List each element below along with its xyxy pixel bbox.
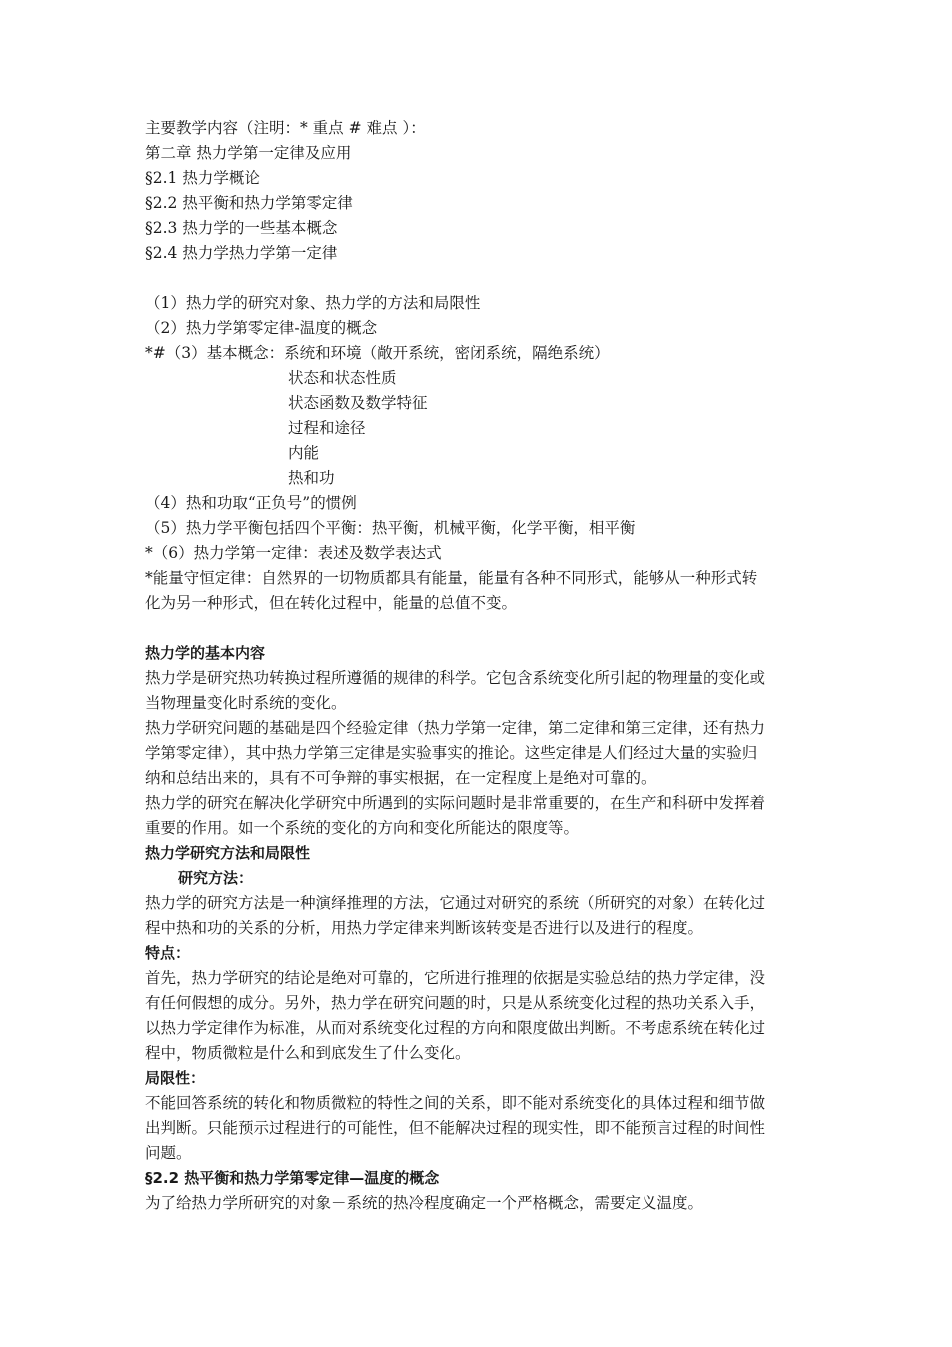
main-content-heading: 主要教学内容（注明：* 重点 # 难点 ）： [145,119,426,137]
section-2-2-heading: §2.2 热平衡和热力学第零定律—温度的概念 [145,1169,440,1187]
outline-item-3: *#（3）基本概念：系统和环境（敞开系统，密闭系统，隔绝系统） [145,344,610,362]
section-2-4: §2.4 热力学热力学第一定律 [145,244,338,262]
paragraph-line: 问题。 [145,1144,192,1162]
chapter-title: 第二章 热力学第一定律及应用 [145,144,352,162]
section-2-3: §2.3 热力学的一些基本概念 [145,219,338,237]
outline-item-3-sub: 过程和途径 [288,419,366,437]
outline-item-3-sub: 热和功 [288,469,335,487]
paragraph-line: 首先，热力学研究的结论是绝对可靠的，它所进行推理的依据是实验总结的热力学定律，没 [145,969,766,987]
paragraph-line: 程中热和功的关系的分析，用热力学定律来判断该转变是否进行以及进行的程度。 [145,919,704,937]
energy-law-line: 化为另一种形式，但在转化过程中，能量的总值不变。 [145,594,518,612]
paragraph-line: 纳和总结出来的，具有不可争辩的事实根据，在一定程度上是绝对可靠的。 [145,769,657,787]
paragraph-line: 热力学的研究在解决化学研究中所遇到的实际问题时是非常重要的，在生产和科研中发挥着 [145,794,766,812]
paragraph-line: 重要的作用。如一个系统的变化的方向和变化所能达的限度等。 [145,819,580,837]
section-2-1: §2.1 热力学概论 [145,169,260,187]
outline-item-5: （5）热力学平衡包括四个平衡：热平衡，机械平衡，化学平衡，相平衡 [145,519,636,537]
outline-item-3-sub: 状态函数及数学特征 [288,394,428,412]
outline-item-3-sub: 状态和状态性质 [288,369,397,387]
method-title: 热力学研究方法和局限性 [145,844,311,862]
paragraph-line: 学第零定律），其中热力学第三定律是实验事实的推论。这些定律是人们经过大量的实验归 [145,744,758,762]
paragraph-line: 为了给热力学所研究的对象－系统的热冷程度确定一个严格概念，需要定义温度。 [145,1194,704,1212]
paragraph-line: 热力学的研究方法是一种演绎推理的方法，它通过对研究的系统（所研究的对象）在转化过 [145,894,766,912]
outline-item-2: （2）热力学第零定律-温度的概念 [145,319,378,337]
paragraph-line: 以热力学定律作为标准，从而对系统变化过程的方向和限度做出判断。不考虑系统在转化过 [145,1019,766,1037]
paragraph-line: 程中，物质微粒是什么和到底发生了什么变化。 [145,1044,471,1062]
method-subtitle: 研究方法： [178,869,254,887]
paragraph-line: 热力学是研究热功转换过程所遵循的规律的科学。它包含系统变化所引起的物理量的变化或 [145,669,766,687]
paragraph-line: 热力学研究问题的基础是四个经验定律（热力学第一定律，第二定律和第三定律，还有热力 [145,719,766,737]
paragraph-line: 出判断。只能预示过程进行的可能性，但不能解决过程的现实性，即不能预言过程的时间性 [145,1119,766,1137]
feature-title: 特点： [145,944,191,962]
paragraph-line: 有任何假想的成分。另外，热力学在研究问题的时，只是从系统变化过程的热功关系入手， [145,994,766,1012]
paragraph-line: 不能回答系统的转化和物质微粒的特性之间的关系，即不能对系统变化的具体过程和细节做 [145,1094,766,1112]
outline-item-4: （4）热和功取“正负号”的惯例 [145,494,357,512]
section-2-2: §2.2 热平衡和热力学第零定律 [145,194,353,212]
outline-item-1: （1）热力学的研究对象、热力学的方法和局限性 [145,294,481,312]
basic-content-title: 热力学的基本内容 [145,644,266,662]
outline-item-3-sub: 内能 [288,444,320,462]
outline-item-6: *（6）热力学第一定律：表述及数学表达式 [145,544,442,562]
energy-law-line: *能量守恒定律：自然界的一切物质都具有能量，能量有各种不同形式，能够从一种形式转 [145,569,758,587]
limitation-title: 局限性： [145,1069,206,1087]
paragraph-line: 当物理量变化时系统的变化。 [145,694,347,712]
